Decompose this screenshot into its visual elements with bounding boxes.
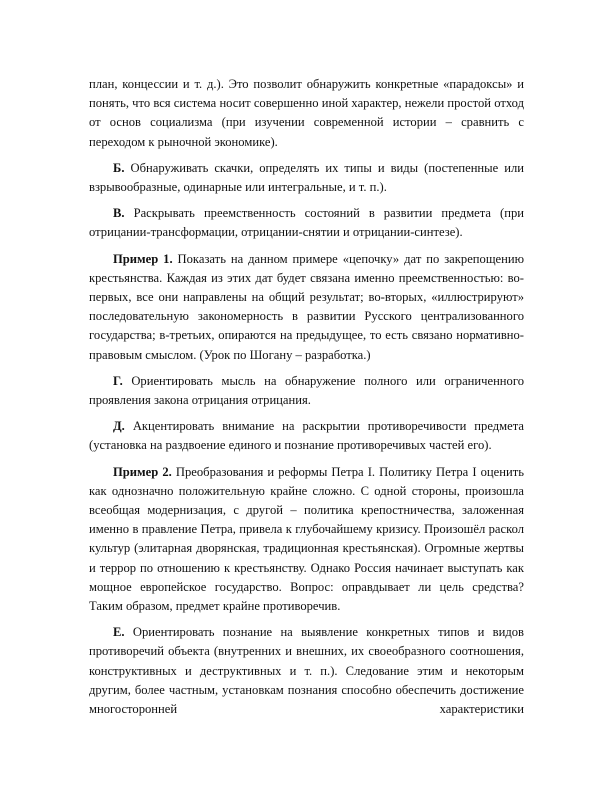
paragraph-continuation xyxy=(89,75,524,152)
paragraph-text: Преобразования и реформы Петра I. Политику Петра I оценить как однозначно положительную крайне сложно. С одной стороны, произошла всеобщая модернизация, с другой – политика крепостничества, заложенная именно в правление Петра, привела к глубочайшему кризису. Произошёл раскол культур (элитарная дворянская, традиционная крестьянская). Огромные жертвы и террор по отношению к крестьянству. Однако Россия начинает выступать как мощное европейское государство. Вопрос: оправдывает ли цель средства? Таким образом, предмет крайне противоречив. xyxy=(89,464,524,614)
paragraph-d xyxy=(89,417,524,455)
paragraph-v xyxy=(89,204,524,242)
paragraph-b xyxy=(89,159,524,197)
paragraph-lead: Б. xyxy=(113,160,125,175)
paragraph-example-2 xyxy=(89,463,524,617)
paragraph-lead: Пример 1. xyxy=(113,251,173,266)
paragraph-text: Раскрывать преемственность состояний в развитии предмета (при отрицании-трансформации, отрицании-снятии и отрицании-синтезе). xyxy=(89,206,524,240)
paragraph-lead: Пример 2. xyxy=(113,464,172,479)
paragraph-e xyxy=(89,623,524,719)
paragraph-lead: В. xyxy=(113,206,125,221)
paragraph-lead: Е. xyxy=(113,625,125,640)
paragraph-text: план, концессии и т. д.). Это позволит обнаружить конкретные «парадоксы» и понять, что вся система носит совершенно иной характер, нежели простой отход от основ социализма (при изучении современной истории – сравнить с переходом к рыночной экономике). xyxy=(89,77,524,149)
paragraph-text: Показать на данном примере «цепочку» дат по закрепощению крестьянства. Каждая из этих дат будет связана именно преемственностью: во-первых, все они направлены на общий результат; во-вторых, «иллюстрируют» последовательную закономерность в развитии Русского централизованного государства; в-третьих, опираются на предыдущее, то есть связано нормативно-правовым смыслом. (Урок по Шогану – разработка.) xyxy=(89,251,524,362)
paragraph-lead: Г. xyxy=(113,373,123,388)
paragraph-lead: Д. xyxy=(113,419,125,434)
paragraph-text: Ориентировать мысль на обнаружение полного или ограниченного проявления закона отрицания отрицания. xyxy=(89,373,524,408)
paragraph-text: Обнаруживать скачки, определять их типы и виды (постепенные или взрывообразные, одинарные или интегральные, и т. п.). xyxy=(89,160,524,195)
paragraph-text: Акцентировать внимание на раскрытии противоречивости предмета (установка на раздвоение единого и познание противоречивых частей его). xyxy=(89,419,524,453)
paragraph-text: Ориентировать познание на выявление конкретных типов и видов противоречий объекта (внутренних и внешних, их своеобразного соотношения, конструктивных и деструктивных и т. п.). Следование этим и некоторым другим, более частным, установкам познания способно обеспечить достижение многосторонней характеристики xyxy=(89,625,524,717)
paragraph-g xyxy=(89,372,524,410)
paragraph-example-1 xyxy=(89,250,524,365)
